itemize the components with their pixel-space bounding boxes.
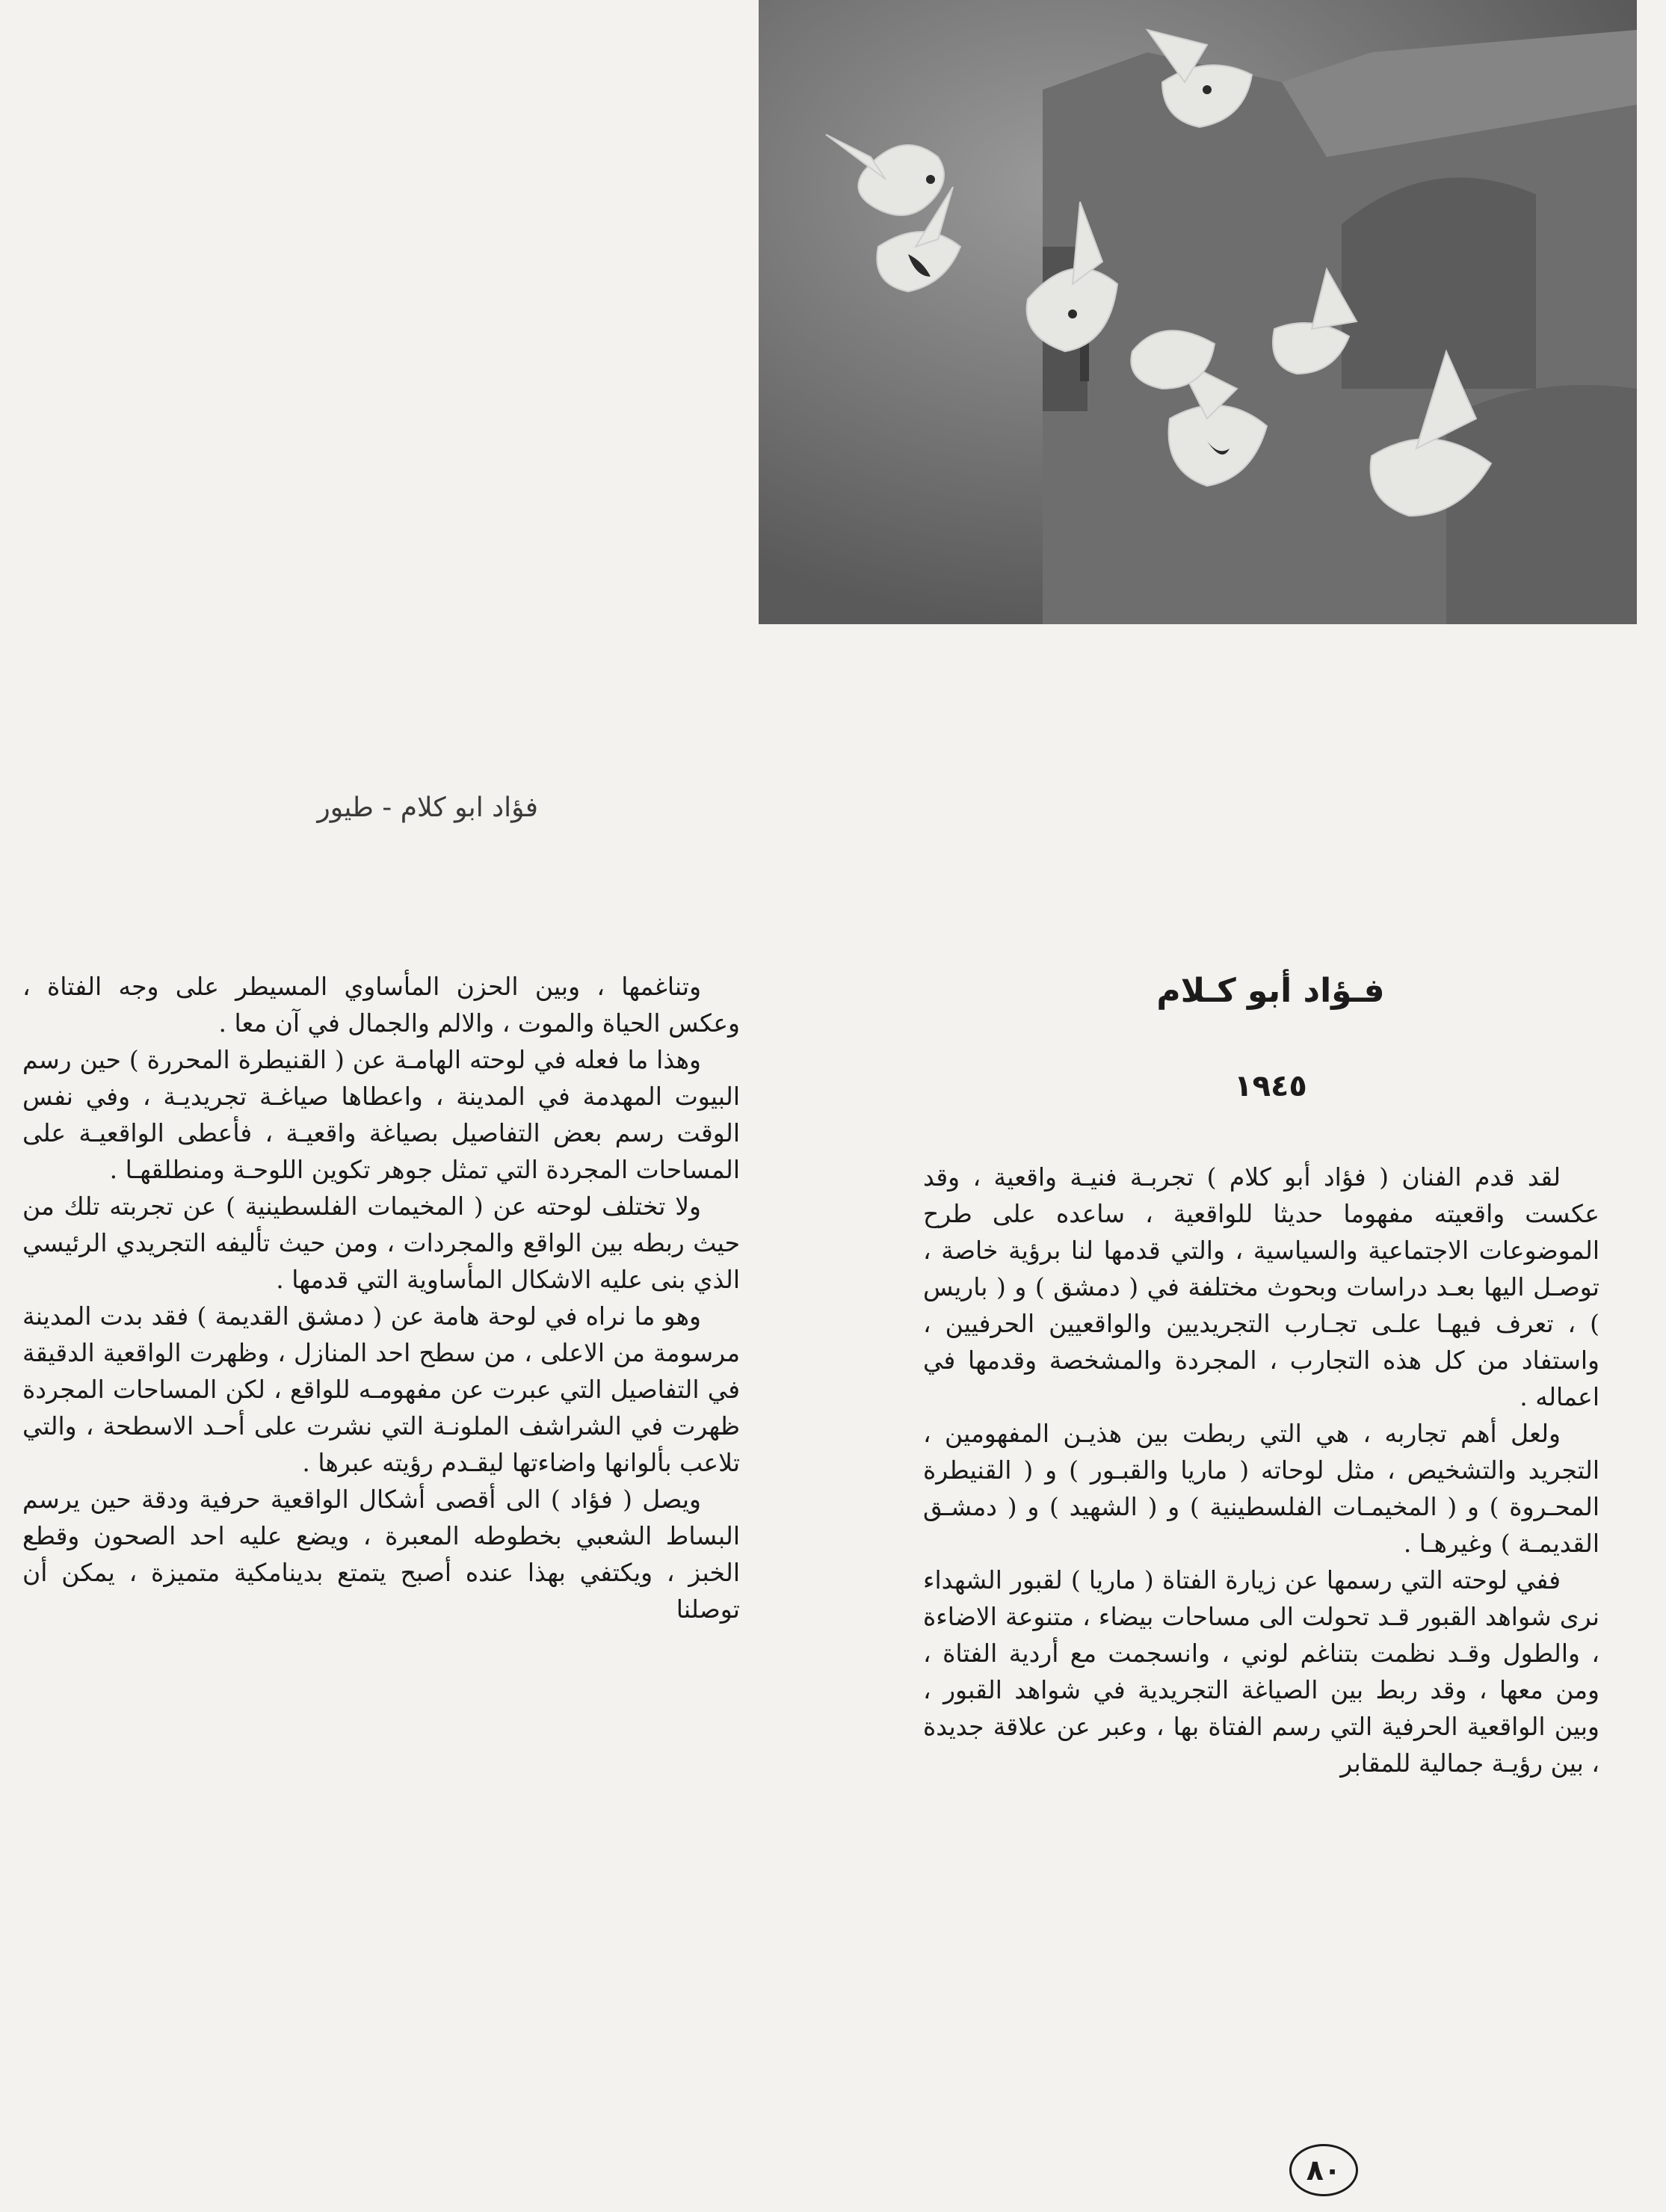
painting-photo <box>759 0 1637 624</box>
paragraph: ولعل أهم تجاربه ، هي التي ربطت بين هذيـن المفهومين ، التجريد والتشخيص ، مثل لوحاته ( ماريا والقبـور ) و ( القنيطرة المحـروة ) و ( المخيمـات الفلسطينية ) و ( الشهيد ) و ( دمشـق القديمـة ) وغيرهـا . <box>923 1419 1599 1558</box>
paragraph: وتناغمها ، وبين الحزن المأساوي المسيطر على وجه الفتاة ، وعكس الحياة والموت ، والالم والجمال في آن معا . <box>22 972 740 1038</box>
paragraph: لقد قدم الفنان ( فؤاد أبو كلام ) تجربـة فنيـة واقعية ، وقد عكست واقعيته مفهوما حديثا للواقعية ، ساعده على طرح الموضوعات الاجتماعية والسياسية ، والتي قدمها لنا برؤية خاصة ، توصـل اليها بعـد دراسات وبحوث مختلفة في ( دمشق ) و ( باريس ) ، تعرف فيهـا علـى تجـارب التجريديين والواقعيين الحرفيين ، واستفاد من كل هذه التجارب ، المجردة والمشخصة وقدمها في اعماله . <box>923 1162 1599 1411</box>
article-year: ١٩٤٥ <box>1234 1069 1307 1103</box>
paragraph: ويصل ( فؤاد ) الى أقصى أشكال الواقعية حرفية ودقة حين يرسم البساط الشعبي بخطوطه المعبرة ، ويضع عليه احد الصحون وقطع الخبز ، ويكتفي بهذا عنده أصبح يتمتع بدينامكية متميزة ، يمكن أن توصلنا <box>22 1485 740 1624</box>
paragraph: ففي لوحته التي رسمها عن زيارة الفتاة ( ماريا ) لقبور الشهداء نرى شواهد القبور قـد تحولت الى مساحات بيضاء ، متنوعة الاضاءة ، والطول وقـد نظمت بتناغم لوني ، وانسجمت مع أردية الفتاة ، ومن معها ، وقد ربط بين الصياغة التجريدية في شواهد القبور ، وبين الواقعية الحرفية التي رسم الفتاة بها ، وعبر عن علاقة جديدة ، بين رؤيـة جمالية للمقابر <box>923 1565 1599 1778</box>
paragraph: ولا تختلف لوحته عن ( المخيمات الفلسطينية ) عن تجربته تلك من حيث ربطه بين الواقع والمجردات ، ومن حيث تأليفه التجريدي الرئيسي الذي بنى عليه الاشكال المأساوية التي قدمها . <box>22 1192 740 1294</box>
paragraph: وهو ما نراه في لوحة هامة عن ( دمشق القديمة ) فقد بدت المدينة مرسومة من الاعلى ، من سطح احد المنازل ، وظهرت الواقعية الدقيقة في التفاصيل التي عبرت عن مفهومـه للواقع ، لكن المساحات المجردة ظهرت في الشراشف الملونـة التي نشرت على أحـد الاسطحة ، والتي تلاعب بألوانها واضاءتها ليقـدم رؤيته عبرها . <box>22 1301 740 1477</box>
paragraph: وهذا ما فعله في لوحته الهامـة عن ( القنيطرة المحررة ) حين رسم البيوت المهدمة في المدينة ، واعطاها صياغـة تجريديـة ، وفي نفس الوقت رسم بعض التفاصيل بصياغة واقعيـة ، فأعطى الواقعيـة على المساحات المجردة التي تمثل جوهر تكوين اللوحـة ومنطلقهـا . <box>22 1045 740 1184</box>
article-left-column <box>22 968 740 1627</box>
page-number: ٨٠ <box>1289 2144 1358 2196</box>
article-title: فـؤاد أبو كـلام <box>1156 972 1385 1010</box>
photo-caption: فؤاد ابو كلام - طيور <box>317 792 538 823</box>
article-right-column <box>923 1159 1599 1781</box>
